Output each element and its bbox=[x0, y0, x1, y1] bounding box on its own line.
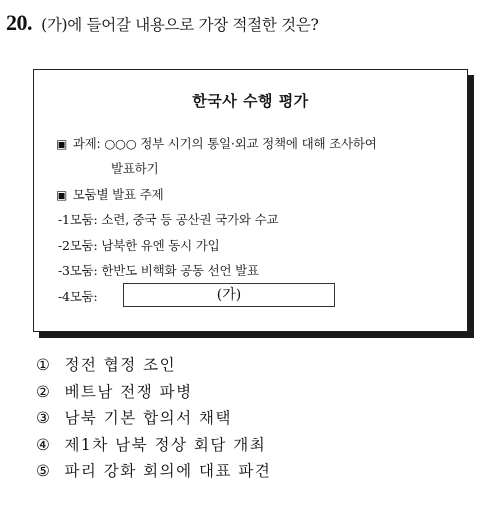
choice-text: 남북 기본 합의서 채택 bbox=[64, 409, 232, 427]
choice-2[interactable] bbox=[36, 379, 271, 406]
task-line-1 bbox=[56, 134, 377, 152]
choice-number: ④ bbox=[36, 435, 50, 454]
choice-text: 제1차 남북 정상 회담 개최 bbox=[64, 435, 267, 454]
group-label: -1모둠: bbox=[58, 212, 102, 227]
topics-header-text: 모둠별 발표 주제 bbox=[72, 187, 164, 202]
choice-number: ① bbox=[36, 356, 50, 374]
group-line-1 bbox=[58, 210, 278, 228]
choice-5[interactable] bbox=[36, 458, 271, 485]
choice-text: 파리 강화 회의에 대표 파견 bbox=[64, 462, 272, 480]
group-label: -4모둠: bbox=[58, 289, 98, 304]
group-content: 남북한 유엔 동시 가입 bbox=[101, 238, 220, 253]
question-header bbox=[6, 10, 474, 36]
blank-answer-box: (가) bbox=[123, 283, 335, 307]
choice-number: ⑤ bbox=[36, 462, 50, 480]
assignment-box bbox=[33, 69, 468, 332]
group-line-3 bbox=[58, 261, 259, 279]
choice-4[interactable] bbox=[36, 432, 271, 459]
square-bullet-icon: ▣ bbox=[56, 137, 68, 151]
group-line-2 bbox=[58, 236, 220, 254]
box-title: 한국사 수행 평가 bbox=[192, 92, 309, 110]
group-line-4 bbox=[58, 287, 98, 305]
choice-text: 베트남 전쟁 파병 bbox=[64, 382, 193, 401]
group-content: 한반도 비핵화 공동 선언 발표 bbox=[101, 263, 259, 278]
choice-text: 정전 협정 조인 bbox=[64, 356, 177, 374]
question-text: (가)에 들어갈 내용으로 가장 적절한 것은? bbox=[41, 16, 319, 34]
square-bullet-icon: ▣ bbox=[56, 188, 68, 202]
choice-3[interactable] bbox=[36, 405, 271, 432]
topics-header bbox=[56, 185, 163, 203]
task-text: 과제: ○○○ 정부 시기의 통일·외교 정책에 대해 조사하여 bbox=[72, 136, 377, 151]
choice-1[interactable] bbox=[36, 352, 271, 379]
group-content: 소련, 중국 등 공산권 국가와 수교 bbox=[101, 212, 279, 227]
choice-number: ③ bbox=[36, 409, 50, 427]
task-line-2: 발표하기 bbox=[111, 161, 159, 176]
group-label: -2모둠: bbox=[58, 238, 102, 253]
choice-number: ② bbox=[36, 382, 50, 401]
answer-choices bbox=[36, 352, 271, 485]
group-label: -3모둠: bbox=[58, 263, 102, 278]
question-number: 20. bbox=[6, 10, 32, 35]
